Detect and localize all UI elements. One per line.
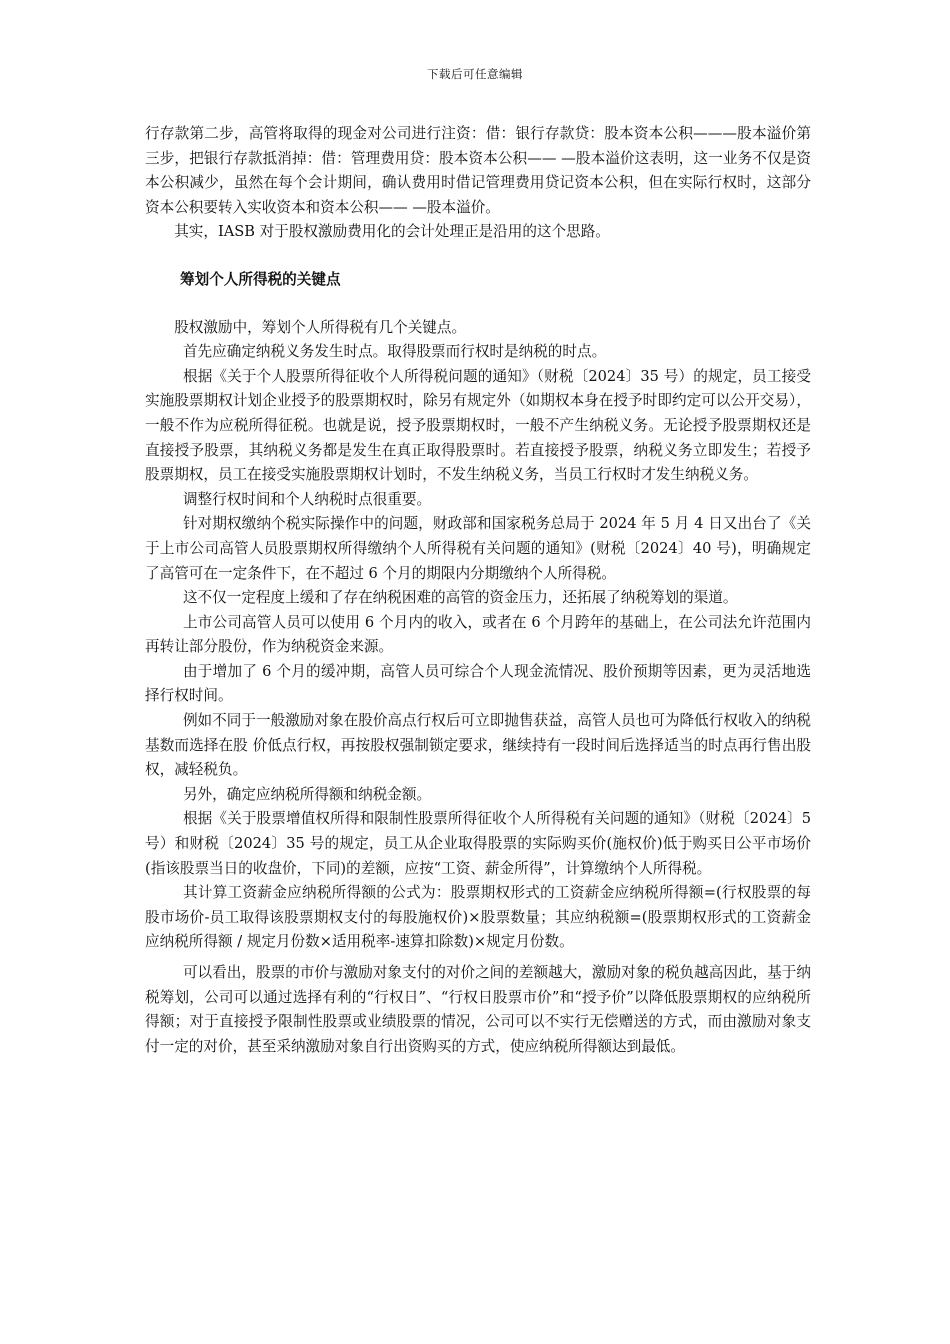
paragraph: 上市公司高管人员可以使用 6 个月内的收入，或者在 6 个月跨年的基础上，在公司法允许范围内再转让部分股份，作为纳税资金来源。 bbox=[145, 613, 811, 656]
paragraph: 首先应确定纳税义务发生时点。取得股票而行权时是纳税的时点。 bbox=[182, 343, 607, 361]
paragraph: 例如不同于一般激励对象在股价高点行权后可立即抛售获益，高管人员也可为降低行权收入的纳税基数而选择在股 价低点行权，再按股权强制锁定要求，继续持有一段时间后选择适当的时点再行售出股权，减轻税负。 bbox=[145, 712, 811, 779]
paragraph: 其实，IASB 对于股权激励费用化的会计处理正是沿用的这个思路。 bbox=[174, 223, 610, 241]
section-heading: 筹划个人所得税的关键点 bbox=[180, 270, 341, 288]
page-header: 下载后可任意编辑 bbox=[427, 67, 523, 81]
paragraph: 这不仅一定程度上缓和了存在纳税困难的高管的资金压力，还拓展了纳税筹划的渠道。 bbox=[182, 589, 738, 607]
paragraph: 调整行权时间和个人纳税时点很重要。 bbox=[182, 490, 432, 508]
paragraph: 另外，确定应纳税所得额和纳税金额。 bbox=[182, 785, 432, 803]
paragraph: 股权激励中，筹划个人所得税有几个关键点。 bbox=[174, 318, 467, 336]
document-body bbox=[145, 122, 811, 1059]
paragraph: 根据《关于个人股票所得征收个人所得税问题的通知》（财税〔2024〕35 号）的规定，员工接受实施股票期权计划企业授予的股票期权时，除另有规定外（如期权本身在授予时即约定可以公开交易），一般不作为应税所得征税。也就是说，授予股票期权时，一般不产生纳税义务。无论授予股票期权还是直接授予股票，其纳税义务都是发生在真正取得股票时。若直接授予股票，纳税义务立即发生；若授予股票期权，员工在接受实施股票期权计划时，不发生纳税义务，当员工行权时才发生纳税义务。 bbox=[145, 367, 811, 484]
paragraph: 其计算工资薪金应纳税所得额的公式为：股票期权形式的工资薪金应纳税所得额=(行权股票的每股市场价-员工取得该股票期权支付的每股施权价)×股票数量；其应纳税额=(股票期权形式的工资薪金应纳税所得额 / 规定月份数×适用税率-速算扣除数)×规定月份数。 bbox=[145, 884, 811, 951]
paragraph: 行存款第二步，高管将取得的现金对公司进行注资：借：银行存款贷：股本资本公积———股本溢价第三步，把银行存款抵消掉：借：管理费用贷：股本资本公积—— —股本溢价这表明，这一业务不仅是资本公积减少，虽然在每个会计期间，确认费用时借记管理费用贷记资本公积，但在实际行权时，这部分资本公积要转入实收资本和资本公积—— —股本溢价。 bbox=[145, 125, 811, 216]
paragraph: 针对期权缴纳个税实际操作中的问题，财政部和国家税务总局于 2024 年 5 月 4 日又出台了《关于上市公司高管人员股票期权所得缴纳个人所得税有关问题的通知》(财税〔2024〕40 号)，明确规定了高管可在一定条件下，在不超过 6 个月的期限内分期缴纳个人所得税。 bbox=[145, 515, 811, 582]
paragraph: 由于增加了 6 个月的缓冲期，高管人员可综合个人现金流情况、股价预期等因素，更为灵活地选择行权时间。 bbox=[145, 662, 811, 705]
paragraph: 可以看出，股票的市价与激励对象支付的对价之间的差额越大，激励对象的税负越高因此，基于纳税筹划，公司可以通过选择有利的“行权日”、“行权日股票市价”和“授予价”以降低股票期权的应纳税所得额；对于直接授予限制性股票或业绩股票的情况，公司可以不实行无偿赠送的方式，而由激励对象支付一定的对价，甚至采纳激励对象自行出资购买的方式，使应纳税所得额达到最低。 bbox=[145, 964, 811, 1055]
paragraph: 根据《关于股票增值权所得和限制性股票所得征收个人所得税有关问题的通知》（财税〔2024〕5 号）和财税〔2024〕35 号的规定，员工从企业取得股票的实际购买价(施权价)低于购买日公平市场价(指该股票当日的收盘价，下同)的差额，应按“工资、薪金所得”，计算缴纳个人所得税。 bbox=[145, 810, 811, 877]
